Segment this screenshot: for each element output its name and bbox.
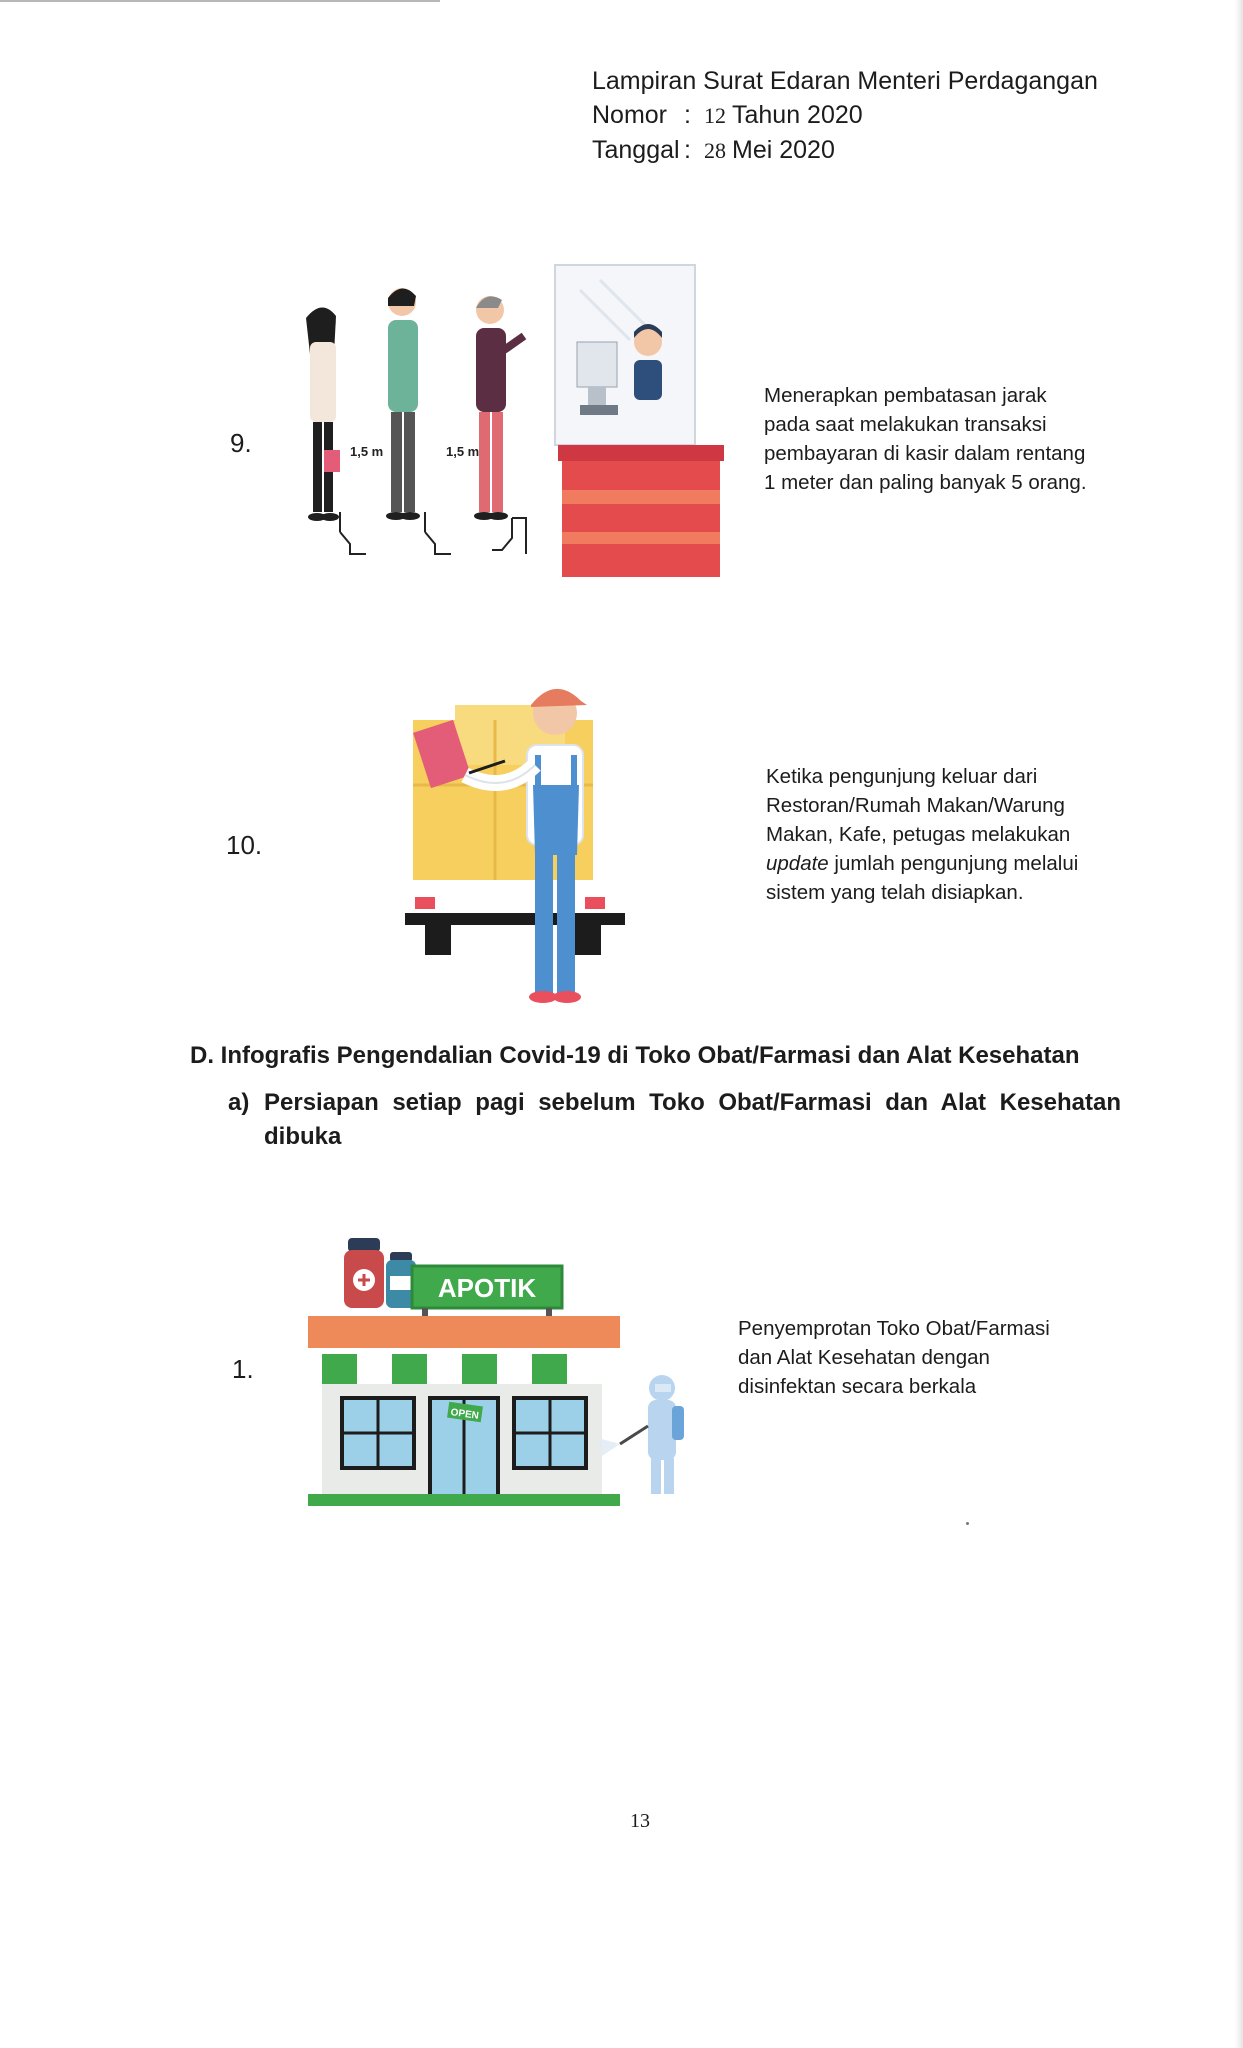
item-10-line-2: Restoran/Rumah Makan/Warung (766, 794, 1065, 817)
section-a-label: a) (228, 1089, 250, 1116)
item-10-number: 10. (226, 830, 263, 860)
nomor-colon: : (684, 101, 691, 129)
item-d1-line-2: dan Alat Kesehatan dengan (738, 1346, 990, 1369)
worker-overall (533, 785, 579, 855)
distance-label-1: 1,5 m (350, 444, 384, 459)
store-ground (308, 1494, 620, 1506)
tanggal-colon: : (684, 136, 691, 164)
item-d1-description (738, 1314, 1050, 1401)
person-2-body (388, 320, 418, 412)
page-edge-shadow (1235, 0, 1243, 2048)
distance-label-2: 1,5 m (446, 444, 480, 459)
person-1-body (310, 342, 336, 422)
item-10-line-5: sistem yang telah disiapkan. (766, 881, 1024, 904)
item-9-description (764, 381, 1087, 497)
sprayer-suit (648, 1400, 676, 1460)
item-d1-number: 1. (232, 1354, 254, 1384)
store-awning (322, 1354, 602, 1384)
header-nomor (592, 98, 1098, 133)
apotik-sign-text: APOTIK (437, 1273, 537, 1303)
item-10-line-4 (766, 849, 1078, 878)
nomor-label: Nomor (592, 101, 668, 129)
document-header (592, 64, 1098, 168)
section-d-heading: D. Infografis Pengendalian Covid-19 di Toko Obat/Farmasi dan Alat Kesehatan (190, 1042, 1080, 1069)
item-9-number: 9. (230, 428, 252, 458)
item-10-line-3: Makan, Kafe, petugas melakukan (766, 823, 1071, 846)
item-10-line-1: Ketika pengunjung keluar dari (766, 765, 1038, 788)
nomor-suffix: Tahun 2020 (732, 101, 863, 129)
item-d1-line-1: Penyemprotan Toko Obat/Farmasi (738, 1317, 1050, 1340)
item-10-line-4-rest: jumlah pengunjung melalui (828, 852, 1079, 875)
glass-partition (555, 265, 695, 445)
worker-clipboard-illustration (395, 665, 635, 1015)
tanggal-suffix: Mei 2020 (732, 136, 835, 164)
truck-bed (405, 913, 625, 925)
header-tanggal (592, 133, 1098, 168)
item-9-line-2: pada saat melakukan transaksi (764, 413, 1047, 436)
store-roof (308, 1316, 620, 1348)
section-a-heading (228, 1086, 1121, 1154)
counter-top (558, 445, 724, 461)
nomor-value: 12 (704, 103, 726, 128)
top-rule (0, 0, 440, 2)
pharmacy-store-illustration (300, 1230, 700, 1515)
section-a-text: Persiapan setiap pagi sebelum Toko Obat/Farmasi dan Alat Kesehatan dibuka (264, 1089, 1121, 1150)
counter-body (562, 461, 720, 577)
page-number: 13 (630, 1810, 650, 1832)
tanggal-label: Tanggal (592, 136, 680, 164)
open-sign-text: OPEN (449, 1407, 480, 1422)
item-9-line-4: 1 meter dan paling banyak 5 orang. (764, 471, 1087, 494)
item-10-description (766, 762, 1078, 907)
person-3-body (476, 328, 506, 412)
item-9-line-3: pembayaran di kasir dalam rentang (764, 442, 1086, 465)
item-9-line-1: Menerapkan pembatasan jarak (764, 384, 1047, 407)
queue-cashier-illustration (290, 250, 730, 585)
update-word: update (766, 852, 829, 875)
stray-dot (966, 1522, 969, 1525)
header-title: Lampiran Surat Edaran Menteri Perdagangan (592, 67, 1098, 95)
worker-cap (531, 689, 587, 707)
item-d1-line-3: disinfektan secara berkala (738, 1375, 977, 1398)
tanggal-value: 28 (704, 138, 726, 163)
